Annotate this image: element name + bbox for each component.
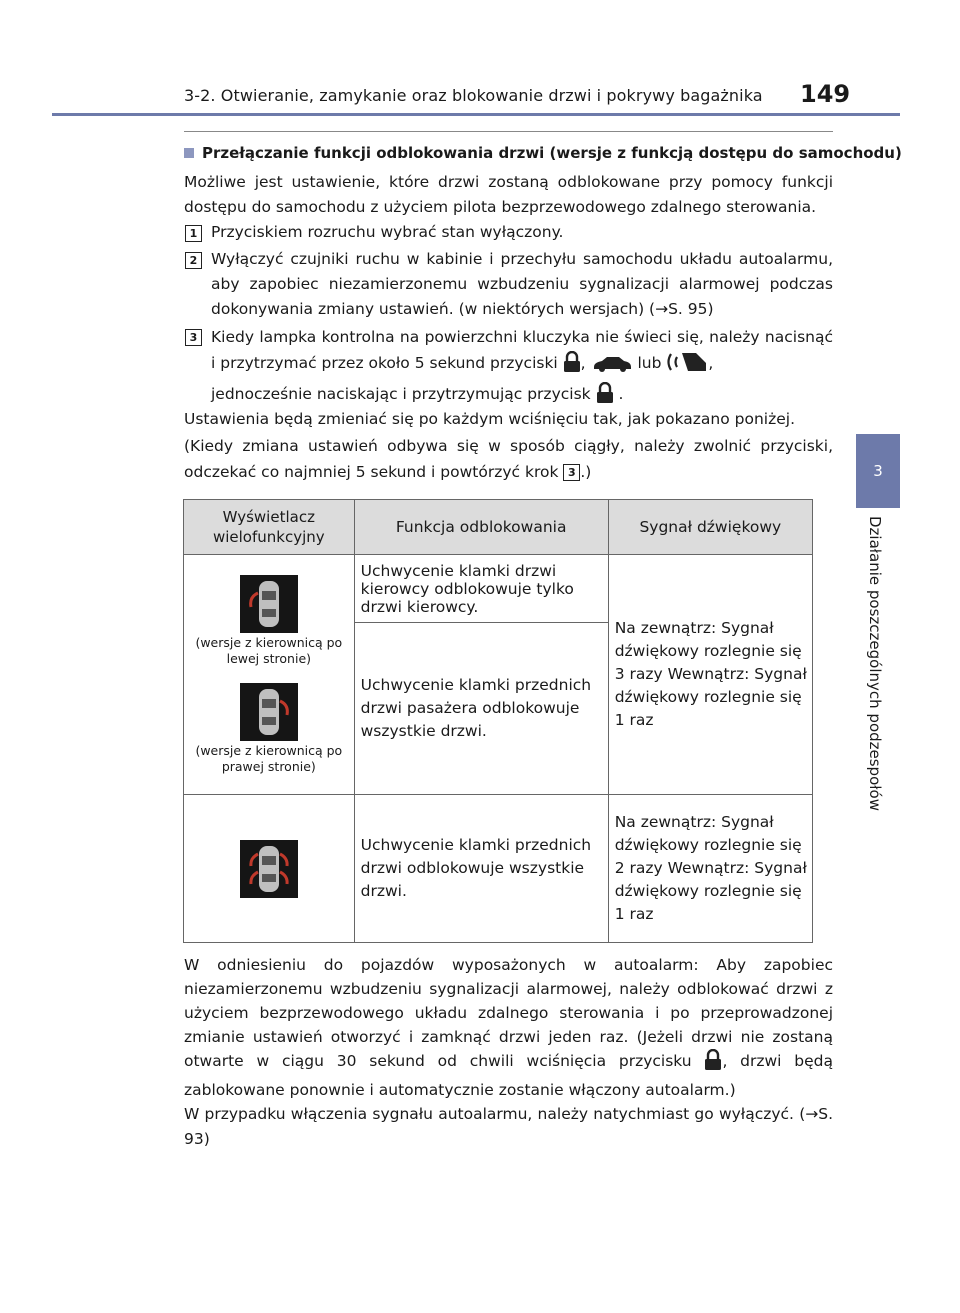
column-header: Sygnał dźwiękowy (608, 500, 812, 555)
table-row (184, 555, 813, 623)
step-reference: 3 (563, 464, 580, 481)
column-header: Wyświetlacz wielofunkcyjny (184, 500, 355, 555)
alarm-off-note: W przypadku włączenia sygnału autoalarmu, należy natychmiast go wyłączyć. (→S. 93) (184, 1105, 833, 1148)
panic-alarm-icon (666, 351, 708, 381)
chapter-tab: 3 (856, 434, 900, 508)
alarm-note: W odniesieniu do pojazdów wyposażonych w autoalarm: Aby zapobiec niezamierzonemu wzbudzeniu sygnalizacji alarmowej, należy odblokować drzwi z użyciem bezprzewodowego układu zdalnego sterowania i po przeprowadzonej zmianie ustawień otworzyć i zamknąć drzwi jeden raz. (Jeżeli drzwi nie zostaną otwarte w ciągu 30 sekund od chwili wciśnięcia przycisku , drzwi będą zablokowane ponownie i automatycznie zostanie włączony autoalarm.) (184, 956, 833, 1099)
signal-cell: Na zewnątrz: Sygnał dźwiękowy rozlegnie się 2 razy Wewnątrz: Sygnał dźwiękowy rozlegnie się 1 raz (608, 795, 812, 943)
display-caption: (wersje z kierownicą po lewej stronie) (195, 634, 343, 666)
running-header: 3-2. Otwieranie, zamykanie oraz blokowanie drzwi i pokrywy bagażnika (184, 86, 763, 105)
page-number: 149 (800, 80, 851, 108)
step-number: 1 (185, 225, 202, 242)
step-number: 2 (185, 252, 202, 269)
display-cell (184, 555, 355, 795)
table-header-row (184, 500, 813, 555)
intro-paragraph: Możliwe jest ustawienie, które drzwi zostaną odblokowane przy pomocy funkcji dostępu do samochodu z użyciem pilota bezprzewodowego zdalnego sterowania. (184, 173, 833, 216)
settings-note-continuous: (Kiedy zmiana ustawień odbywa się w sposób ciągły, należy zwolnić przyciski, odczekać co najmniej 5 sekund i powtórzyć krok 3 .) (184, 437, 833, 481)
section-rule (184, 131, 833, 132)
settings-note: Ustawienia będą zmieniać się po każdym wciśnięciu tak, jak pokazano poniżej. (184, 410, 796, 428)
function-cell: Uchwycenie klamki przednich drzwi pasażera odblokowuje wszystkie drzwi. (354, 623, 608, 795)
step-text: Wyłączyć czujniki ruchu w kabinie i przechyłu samochodu układu autoalarmu, aby zapobiec niezamierzonemu wzbudzeniu sygnalizacji alarmowej podczas dokonywania zmiany ustawień. (w niektórych wersjach) (→S. 95) (211, 250, 833, 318)
bullet-square-icon (184, 148, 194, 158)
car-icon (591, 353, 633, 381)
step-text: Kiedy lampka kontrolna na powierzchni kluczyka nie świeci się, należy nacisnąć i przytrzymać przez około 5 sekund przyciski , lub , jednocześnie naciskając i przytrzymując przycisk . (211, 324, 833, 412)
step-text: Przyciskiem rozruchu wybrać stan wyłączony. (211, 223, 564, 241)
signal-cell: Na zewnątrz: Sygnał dźwiękowy rozlegnie się 3 razy Wewnątrz: Sygnał dźwiękowy rozlegnie się 1 raz (608, 555, 812, 795)
display-image-all-doors (240, 840, 298, 898)
unlock-settings-table (183, 499, 813, 943)
display-caption: (wersje z kierownicą po prawej stronie) (195, 742, 343, 774)
lock-icon (704, 1049, 722, 1078)
display-image-left-hand-drive (240, 575, 298, 633)
function-cell: Uchwycenie klamki przednich drzwi odblokowuje wszystkie drzwi. (354, 795, 608, 943)
lock-icon (563, 351, 581, 381)
display-cell (184, 795, 355, 943)
column-header: Funkcja odblokowania (354, 500, 608, 555)
function-cell: Uchwycenie klamki drzwi kierowcy odblokowuje tylko drzwi kierowcy. (354, 555, 608, 623)
chapter-tab-label: Działanie poszczególnych podzespołów (866, 516, 884, 811)
step-number: 3 (185, 329, 202, 346)
section-title: Przełączanie funkcji odblokowania drzwi (wersje z funkcją dostępu do samochodu) (184, 144, 902, 162)
display-image-right-hand-drive (240, 683, 298, 741)
table-row (184, 795, 813, 943)
header-divider (52, 113, 900, 116)
